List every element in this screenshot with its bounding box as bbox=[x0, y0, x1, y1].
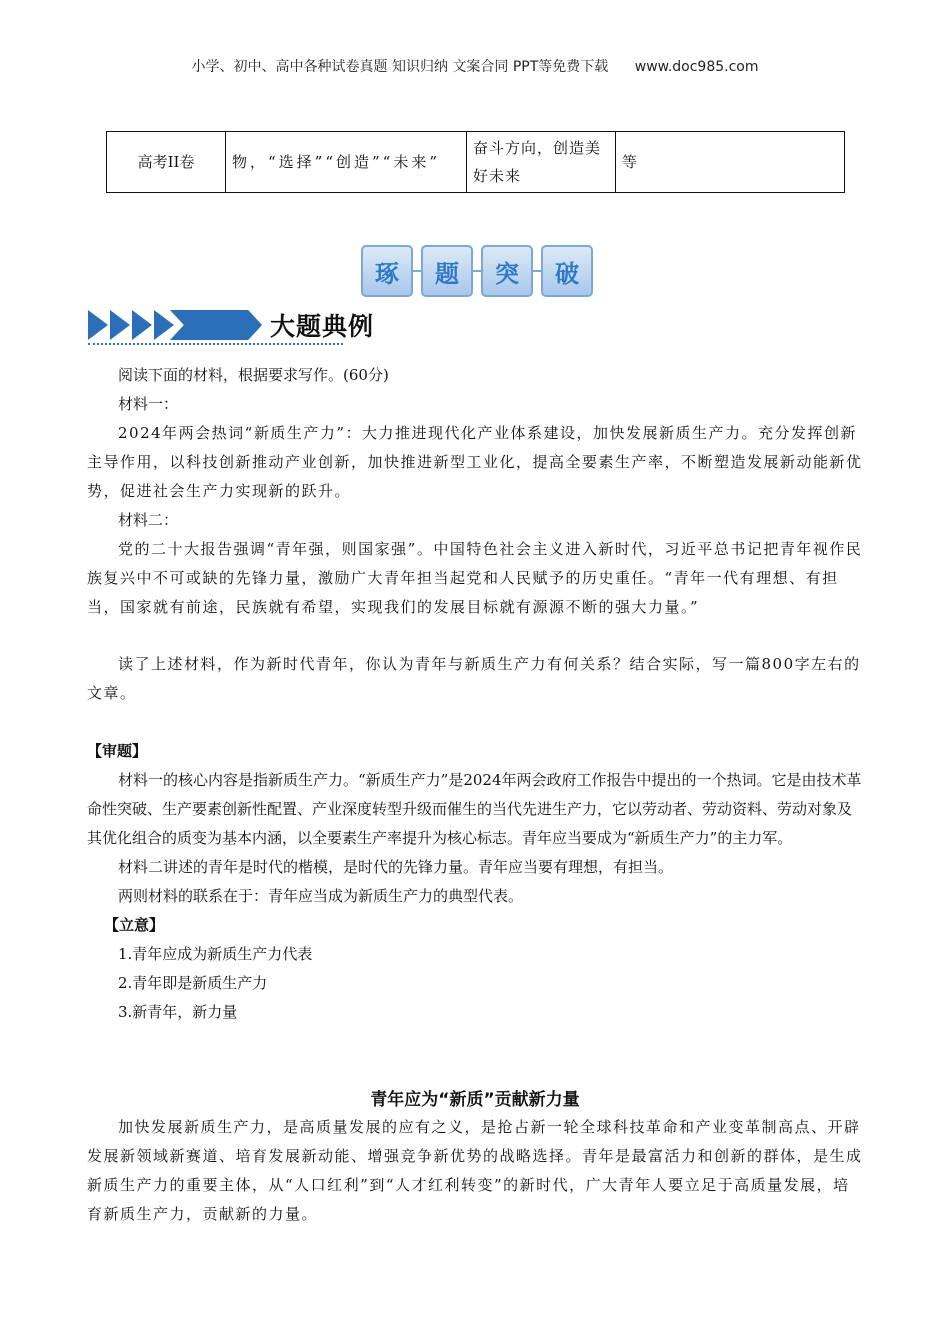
theme-item: 2.青年即是新质生产力 bbox=[118, 974, 268, 992]
table-row bbox=[107, 132, 845, 193]
material-1-label: 材料一： bbox=[118, 395, 179, 413]
prompt-intro: 阅读下面的材料，根据要求写作。(60分) bbox=[118, 366, 389, 384]
table-cell: 物，“选择”“创造”“未来” bbox=[226, 132, 467, 193]
writing-task bbox=[87, 650, 863, 708]
banner-link bbox=[413, 270, 421, 272]
chevron-arrows-icon bbox=[88, 310, 262, 340]
analysis-heading: 【审题】 bbox=[87, 742, 148, 760]
banner-char: 题 bbox=[421, 245, 473, 297]
section-title: 大题典例 bbox=[270, 312, 375, 341]
banner-link bbox=[473, 270, 481, 272]
analysis-block bbox=[87, 737, 863, 1027]
essay-title: 青年应为“新质”贡献新力量 bbox=[370, 1090, 580, 1110]
theme-item: 3.新青年，新力量 bbox=[118, 1003, 238, 1021]
exam-table bbox=[106, 131, 845, 193]
essay-paragraph: 加快发展新质生产力，是高质量发展的应有之义，是抢占新一轮全球科技革命和产业变革制高点、开辟发展新领域新赛道、培育发展新动能、增强竞争新优势的战略选择。青年是最富活力和创新的群体，是生成新质生产力的重要主体，从“人口红利”到“人才红利转变”的新时代，广大青年人要立足于高质量发展，培育新质生产力，贡献新的力量。 bbox=[87, 1118, 863, 1223]
theme-item: 1.青年应成为新质生产力代表 bbox=[118, 945, 313, 963]
section-heading bbox=[88, 305, 374, 345]
banner-link bbox=[533, 270, 541, 272]
banner-char: 突 bbox=[481, 245, 533, 297]
analysis-paragraph: 材料一的核心内容是指新质生产力。“新质生产力”是2024年两会政府工作报告中提出的一个热词。它是由技术革命性突破、生产要素创新性配置、产业深度转型升级而催生的当代先进生产力，它以劳动者、劳动资料、劳动对象及其优化组合的质变为基本内涵，以全要素生产率提升为核心标志。青年应当要成为“新质生产力”的主力军。 bbox=[87, 771, 862, 847]
material-2-label: 材料二： bbox=[118, 511, 179, 529]
section-underline bbox=[88, 343, 343, 345]
material-2-text: 党的二十大报告强调“青年强，则国家强”。中国特色社会主义进入新时代，习近平总书记把青年视作民族复兴中不可或缺的先锋力量，激励广大青年担当起党和人民赋予的历史重任。“青年一代有理想、有担当，国家就有前途，民族就有希望，实现我们的发展目标就有源源不断的强大力量。” bbox=[87, 540, 863, 616]
analysis-paragraph: 两则材料的联系在于：青年应当成为新质生产力的典型代表。 bbox=[118, 887, 524, 905]
banner-char: 破 bbox=[541, 245, 593, 297]
analysis-paragraph: 材料二讲述的青年是时代的楷模，是时代的先锋力量。青年应当要有理想，有担当。 bbox=[118, 858, 674, 876]
prompt-block bbox=[87, 361, 863, 622]
theme-heading: 【立意】 bbox=[104, 916, 165, 934]
essay-body bbox=[87, 1113, 863, 1229]
header-text: 小学、初中、高中各种试卷真题 知识归纳 文案合同 PPT等免费下载 bbox=[191, 59, 609, 75]
header-url[interactable]: www.doc985.com bbox=[634, 59, 759, 75]
task-text: 读了上述材料，作为新时代青年，你认为青年与新质生产力有何关系？结合实际，写一篇800字左右的文章。 bbox=[87, 655, 861, 702]
page-header bbox=[0, 56, 950, 76]
table-cell: 高考II卷 bbox=[107, 132, 226, 193]
breakthrough-banner bbox=[361, 245, 593, 297]
table-cell: 奋斗方向，创造美好未来 bbox=[467, 132, 616, 193]
banner-char: 琢 bbox=[361, 245, 413, 297]
table-cell: 等 bbox=[616, 132, 845, 193]
material-1-text: 2024年两会热词“新质生产力”：大力推进现代化产业体系建设，加快发展新质生产力。充分发挥创新主导作用，以科技创新推动产业创新，加快推进新型工业化，提高全要素生产率，不断塑造发展新动能新优势，促进社会生产力实现新的跃升。 bbox=[87, 424, 863, 500]
